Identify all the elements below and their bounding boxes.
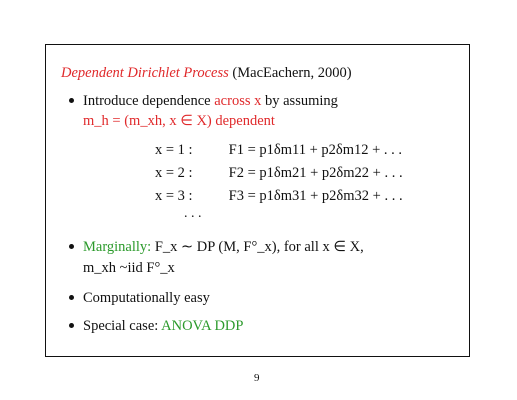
equation-rhs: F1 = p1δm11 + p2δm12 + . . . <box>228 142 403 158</box>
title-citation: (MacEachern, 2000) <box>232 65 352 81</box>
dependence-formula: m_h = (m_xh, x ∈ X) dependent <box>83 113 275 129</box>
title-term: Dependent Dirichlet Process <box>61 65 229 81</box>
equation-row-2 <box>155 165 403 182</box>
bullet-marginally <box>83 239 364 277</box>
anova-ddp-text: ANOVA DDP <box>161 318 244 334</box>
bullet-dot <box>69 323 74 328</box>
bullet-text: Computationally easy <box>83 290 210 306</box>
iid-formula: m_xh ~iid F°_x <box>83 260 175 276</box>
bullet-dependence-line2 <box>83 113 338 130</box>
equation-rhs: F2 = p1δm21 + p2δm22 + . . . <box>228 165 403 181</box>
equation-lhs: x = 2 : <box>155 165 193 181</box>
page-number: 9 <box>254 372 260 384</box>
bullet-dot <box>69 295 74 300</box>
equation-row-3 <box>155 188 403 205</box>
special-case-label: Special case: <box>83 318 159 334</box>
bullet-dot <box>69 244 74 249</box>
bullet-marginally-line1 <box>83 239 364 256</box>
marginal-formula: F_x ∼ DP (M, F°_x), for all x ∈ X, <box>154 239 364 255</box>
bullet-marginally-line2 <box>83 260 364 277</box>
continuation-dots: . . . <box>184 206 202 221</box>
bullet-dependence-line1: Introduce dependence across x by assuming <box>83 93 338 109</box>
bullet-dependence <box>83 93 338 130</box>
bullet-special-case <box>83 318 243 335</box>
equation-lhs: x = 3 : <box>155 188 193 204</box>
across-x-text: across x <box>214 93 262 109</box>
bullet-dot <box>69 98 74 103</box>
bullet-computationally-easy <box>83 290 210 307</box>
equation-row-1 <box>155 142 402 159</box>
equation-lhs: x = 1 : <box>155 142 193 158</box>
slide-title <box>61 65 352 82</box>
marginally-label: Marginally: <box>83 239 152 255</box>
equation-rhs: F3 = p1δm31 + p2δm32 + . . . <box>228 188 403 204</box>
